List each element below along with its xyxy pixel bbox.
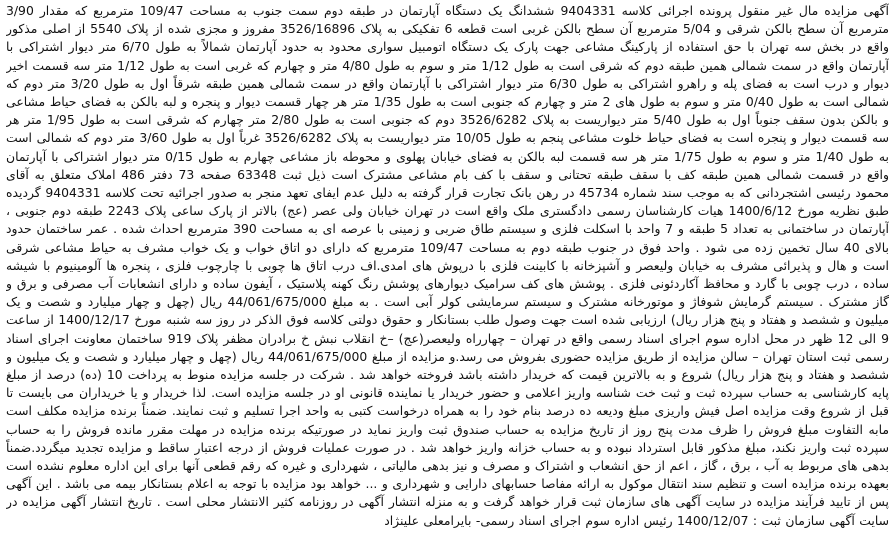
- auction-notice-text: آگهی مزایده مال غیر منقول پرونده اجرائی کلاسه 9404331 ششدانگ یک دستگاه آپارتمان در طبقه دوم سمت جنوب به مساحت 109/47 مترمربع که مقدار 3/90 مترمربع آن سطح بالکن شرقی و 5/04 مترمربع آن سطح بالکن غربی است قطعه 6 تفکیکی به پلاک 3526/16896 مفروز و مجزی شده از پلاک 5540 از اصلی مذکور واقع در بخش سه تهران با حق استفاده از پارکینگ مشاعی جهت پارک یک دستگاه اتومبیل سواری محدود به حدود آپارتمان شمالاً به طول 6/70 متر دیوار اشتراکی با آپارتمان واقع در سمت شمالی همین طبقه دوم که شرقی است به طول 1/12 متر و سوم به طول 4/80 متر و چهارم که غربی است به طول 1/12 متر سه قسمت اخیر دیوار و درب است به فضای پله و راهرو اشتراکی به طول 6/30 متر دیوار اشتراکی با آپارتمان واقع در سمت شمالی همین طبقه شرقاً اول به طول 3/20 متر دوم که شمالی است به طول 0/40 متر و سوم به طول های 2 متر و چهارم که جنوبی است به طول 1/35 متر هر چهار قسمت دیوار و پنجره و لبه بالکن به فضای حیاط مشاعی و بالکن بدون سقف جنوباً اول به طول 5/40 متر دیواریست به پلاک 3526/6282 دوم که جنوبی است به طول 2/80 متر چهارم که شرقی است به طول 1/95 متر هر سه قسمت دیوار و پنجره است به فضای حیاط خلوت مشاعی پنجم به طول 10/05 متر دیواریست به پلاک 3526/6282 غرباً اول به طول 3/60 متر دوم که شمالی است به طول 1/40 متر و سوم به طول 1/75 متر هر سه قسمت لبه بالکن به فضای خیابان پهلوی و محوطه باز مشاعی چهارم به طول 0/15 متر دیوار اشتراکی با آپارتمان واقع در قسمت شمالی همین طبقه کف با سقف طبقه تحتانی و سقف با کف بام مشاعی مشترک است ذیل ثبت 63348 صفحه 73 دفتر 486 املاک متعلق به آقای محمود رئیسی اشتجردانی که به موجب سند شماره 45734 در رهن بانک تجارت قرار گرفته به دلیل عدم ایفای تعهد منجر به صدور اجرائیه تحت کلاسه 9404331 گردیده طبق نظریه مورخ 1400/6/12 هیات کارشناسان رسمی دادگستری ملک واقع است در تهران خیابان ولی عصر (عج) بالاتر از پارک ساعی پلاک 2243 طبقه دوم جنوبی ، آپارتمان در ساختمانی به تعداد 5 طبقه و 7 واحد با اسکلت فلزی و سیستم طاق ضربی و زمینی با عرصه ای به مساحت 390 مترمربع احداث شده . عمر ساختمان حدود بالای 40 سال تخمین زده می شود . واحد فوق در جنوب طبقه دوم به مساحت 109/47 مترمربع که دارای دو اتاق خواب و یک خواب مشرف به حیاط مشاعی شرقی است و هال و پذیرائی مشرف به خیابان ولیعصر و آشپزخانه با کابینت فلزی با درپوش های امدی.اف درب اتاق ها چوبی با چارچوب فلزی ، پنجره ها آلومینیوم با شیشه ساده ، درب چوبی با گارد و محافظ آکاردئونی فلزی . پوشش های کف سرامیک دیوارهای پوشش رنگ کهنه پلاستیک ، آیفون ساده و دارای انشعابات آب مصرفی و برق و گاز مشترک . سیستم گرمایش شوفاژ و موتورخانه مشترک و سیستم سرمایشی کولر آبی است . به مبلغ 44/061/675/000 ریال (چهل و چهار میلیارد و شصت و یک میلیون و ششصد و هفتاد و پنج هزار ریال) ارزیابی شده است جهت وصول طلب بستانکار و حقوق دولتی کلاسه فوق الذکر در روز سه شنبه مورخ 1400/12/17 از ساعت 9 الی 12 ظهر در محل اداره سوم اجرای اسناد رسمی واقع در تهران – چهارراه ولیعصر(عج) –خ انقلاب نبش خ برادران مظفر پلاک 919 ساختمان معاونت اجرای اسناد رسمی ثبت استان تهران – سالن مزایده از طریق مزایده حضوری بفروش می رسد.و مزایده از مبلغ 44/061/675/000 ریال (چهل و چهار میلیارد و شصت و یک میلیون و ششصد و هفتاد و پنج هزار ریال) شروع و به بالاترین قیمت که خریدار داشته باشد فروخته خواهد شد . شرکت در جلسه مزایده منوط به پرداخت 10 (ده) درصد از مبلغ پایه کارشناسی به حساب سپرده ثبت و ثبت خت شناسه واریز اعلامی و حضور خریدار یا نماینده قانونی او در جلسه مزایده است. لذا خریدار و یا خریداران می بایست تا قبل از شروع وقت مزایده اصل فیش واریزی مبلغ ودیعه ده درصد بنام خود را به همراه درخواست کتبی به واحد اجرا تسلیم و ثبت نمایند. ضمناً برنده مزایده مکلف است مابه التفاوت مبلغ فروش را ظرف مدت پنج روز از تاریخ مزایده به حساب صندوق ثبت واریز نماید در صورتیکه برنده مزایده در مهلت مقرر مانده فروش را به حساب سپرده ثبت واریز نکند، مبلغ مذکور قابل استرداد نبوده و به حساب خزانه واریز خواهد شد . در صورت عملیات فروش از درجه اعتبار ساقط و مزایده تجدید میگردد.ضمناً بدهی های مربوط به آب ، برق ، گاز ، اعم از حق انشعاب و اشتراک و مصرف و نیز بدهی مالیاتی ، شهرداری و غیره که رقم قطعی آنها برای این اداره معلوم نشده است بعهده برنده مزایده است و تنظیم سند انتقال موکول به ارائه مفاصا حسابهای دارایی و شهرداری و ... خواهد بود مزایده با توجه به اعلام بستانکار بیمه می باشد . این آگهی پس از تایید فرآیند مزایده در سایت آگهی های سازمان ثبت قرار خواهد گرفت و به منزله انتشار آگهی در روزنامه کثیر الانتشار محلی است . تاریخ انتشار آگهی مزایده در سایت آگهی سازمان ثبت : 1400/12/07 رئیس اداره سوم اجرای اسناد رسمی- بایرامعلی علینژاد: [6, 3, 889, 528]
